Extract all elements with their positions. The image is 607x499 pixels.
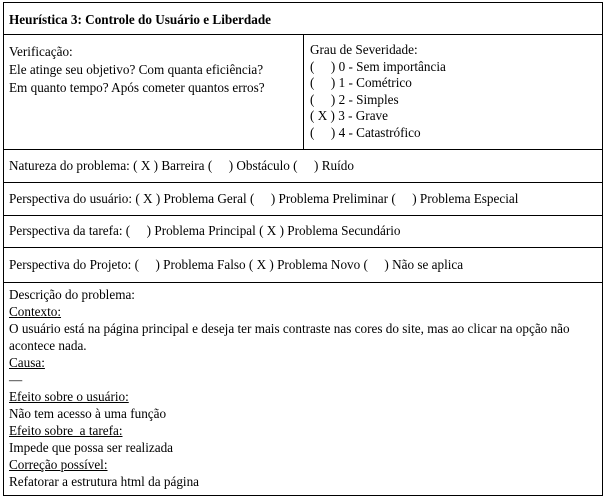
description-cell [4,283,602,493]
task-effect-label: Efeito sobre a tarefa: [9,423,123,438]
project-perspective-text: Perspectiva do Projeto: ( ) Problema Falso ( X ) Problema Novo ( ) Não se aplica [9,257,464,272]
user-perspective-text: Perspectiva do usuário: ( X ) Problema Geral ( ) Problema Preliminar ( ) Problema Especial [9,191,519,206]
severity-option-0: ( ) 0 - Sem importância [310,58,446,74]
severity-label: Grau de Severidade: [310,42,418,57]
nature-text: Natureza do problema: ( X ) Barreira ( ) Obstáculo ( ) Ruído [9,158,354,173]
heuristic-table [3,2,603,496]
verification-question-1: Ele atinge seu objetivo? Com quanta eficiência? [9,62,264,77]
severity-option-3: ( X ) 3 - Grave [310,108,388,124]
severity-option-1: ( ) 1 - Cométrico [310,75,412,91]
user-perspective-row [4,183,602,216]
verification-question-2: Em quanto tempo? Após cometer quantos erros? [9,80,265,95]
verification-row [4,35,602,150]
user-effect-label: Efeito sobre o usuário: [9,389,129,404]
task-perspective-row [4,216,602,248]
context-text: O usuário está na página principal e deseja ter mais contraste nas cores do site, mas ao clicar na opção não acontece nada. [9,321,570,353]
description-label: Descrição do problema: [9,287,135,302]
fix-label: Correção possível: [9,457,108,472]
fix-text: Refatorar a estrutura html da página [9,474,200,489]
user-effect-text: Não tem acesso à uma função [9,406,167,421]
cause-label: Causa: [9,355,45,370]
title-row [4,3,602,35]
nature-row [4,150,602,183]
verification-label: Verificação: [9,44,73,59]
task-perspective-text: Perspectiva da tarefa: ( ) Problema Principal ( X ) Problema Secundário [9,223,401,238]
cause-text: — [9,372,23,387]
severity-cell [304,35,602,149]
severity-option-4: ( ) 4 - Catastrófico [310,124,421,140]
project-perspective-row [4,248,602,283]
description-row [4,283,602,495]
verification-cell [4,35,304,149]
severity-option-2: ( ) 2 - Simples [310,91,399,107]
task-effect-text: Impede que possa ser realizada [9,440,174,455]
context-label: Contexto: [9,304,62,319]
heuristic-title: Heurística 3: Controle do Usuário e Liberdade [9,12,272,27]
